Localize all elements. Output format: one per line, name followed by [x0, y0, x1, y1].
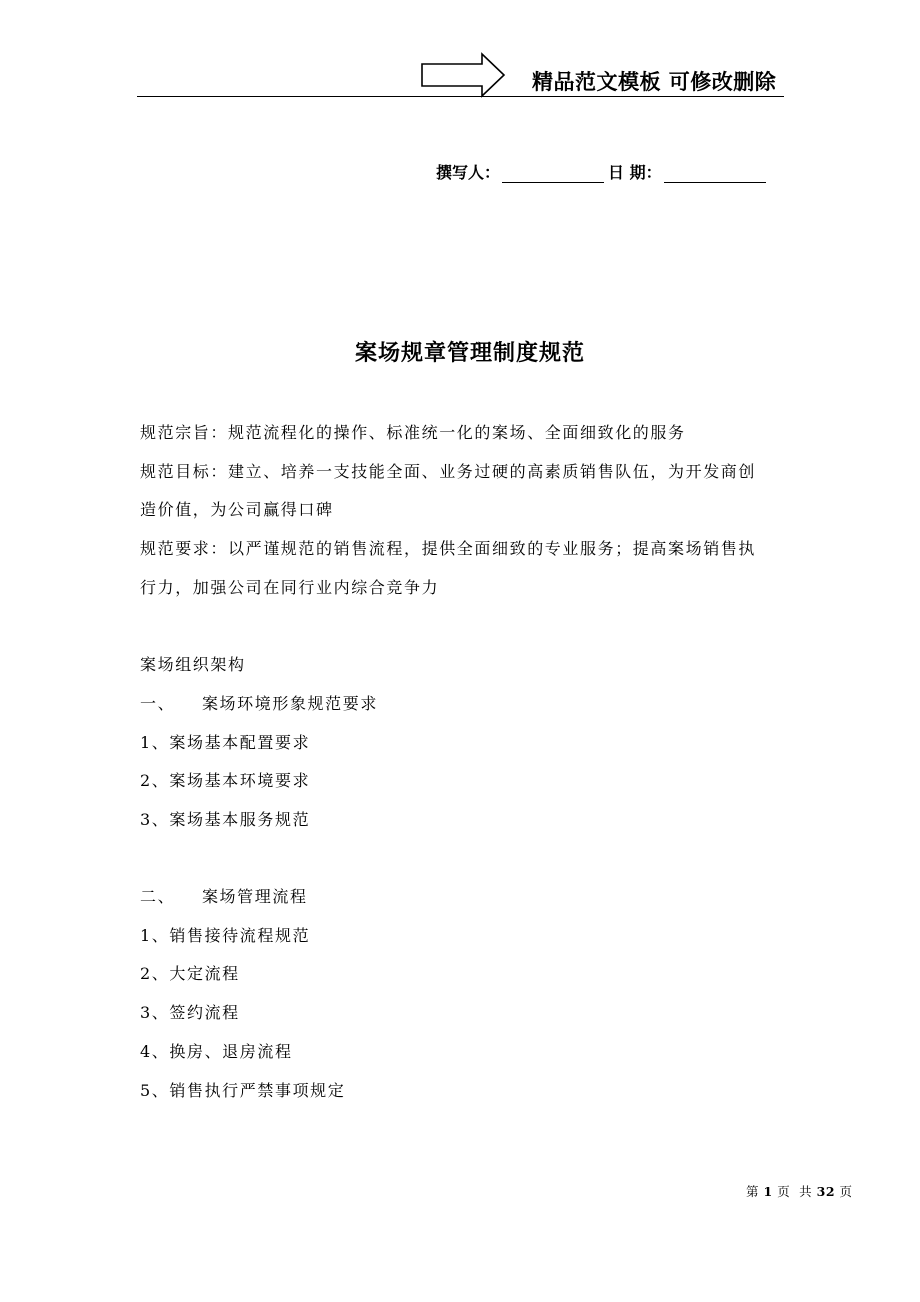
outline-item: 3、签约流程	[140, 1003, 240, 1022]
page-number-middle: 页 共	[777, 1184, 813, 1199]
page-number	[746, 1182, 853, 1200]
current-page: 1	[763, 1184, 773, 1199]
arrow-right-icon	[420, 52, 506, 98]
outline-item: 2、大定流程	[140, 964, 240, 983]
paragraph-line: 行力，加强公司在同行业内综合竞争力	[140, 578, 440, 597]
paragraph-line: 造价值，为公司赢得口碑	[140, 500, 334, 519]
page-number-prefix: 第	[746, 1184, 760, 1199]
paragraph-line: 规范宗旨：规范流程化的操作、标准统一化的案场、全面细致化的服务	[140, 423, 686, 442]
author-blank	[502, 164, 604, 183]
author-date-line	[436, 160, 768, 183]
outline-item: 二、 案场管理流程	[140, 887, 308, 906]
date-label: 日 期：	[608, 163, 662, 182]
author-label: 撰写人：	[436, 163, 501, 182]
outline-item: 案场组织架构	[140, 655, 246, 674]
outline-item: 3、案场基本服务规范	[140, 810, 311, 829]
header-rule	[137, 96, 784, 97]
paragraph-line: 规范目标：建立、培养一支技能全面、业务过硬的高素质销售队伍，为开发商创	[140, 462, 757, 481]
outline-item: 5、销售执行严禁事项规定	[140, 1081, 346, 1100]
outline-item: 1、案场基本配置要求	[140, 733, 311, 752]
outline-item: 4、换房、退房流程	[140, 1042, 293, 1061]
outline-item: 一、 案场环境形象规范要求	[140, 694, 378, 713]
paragraph-line: 规范要求：以严谨规范的销售流程，提供全面细致的专业服务；提高案场销售执	[140, 539, 757, 558]
page-number-suffix: 页	[839, 1184, 853, 1199]
total-pages: 32	[816, 1184, 836, 1199]
date-blank	[664, 164, 766, 183]
header-badge: 精品范文模板 可修改删除	[532, 70, 777, 94]
outline-item: 2、案场基本环境要求	[140, 771, 311, 790]
outline-item: 1、销售接待流程规范	[140, 926, 311, 945]
page-title: 案场规章管理制度规范	[354, 341, 585, 366]
